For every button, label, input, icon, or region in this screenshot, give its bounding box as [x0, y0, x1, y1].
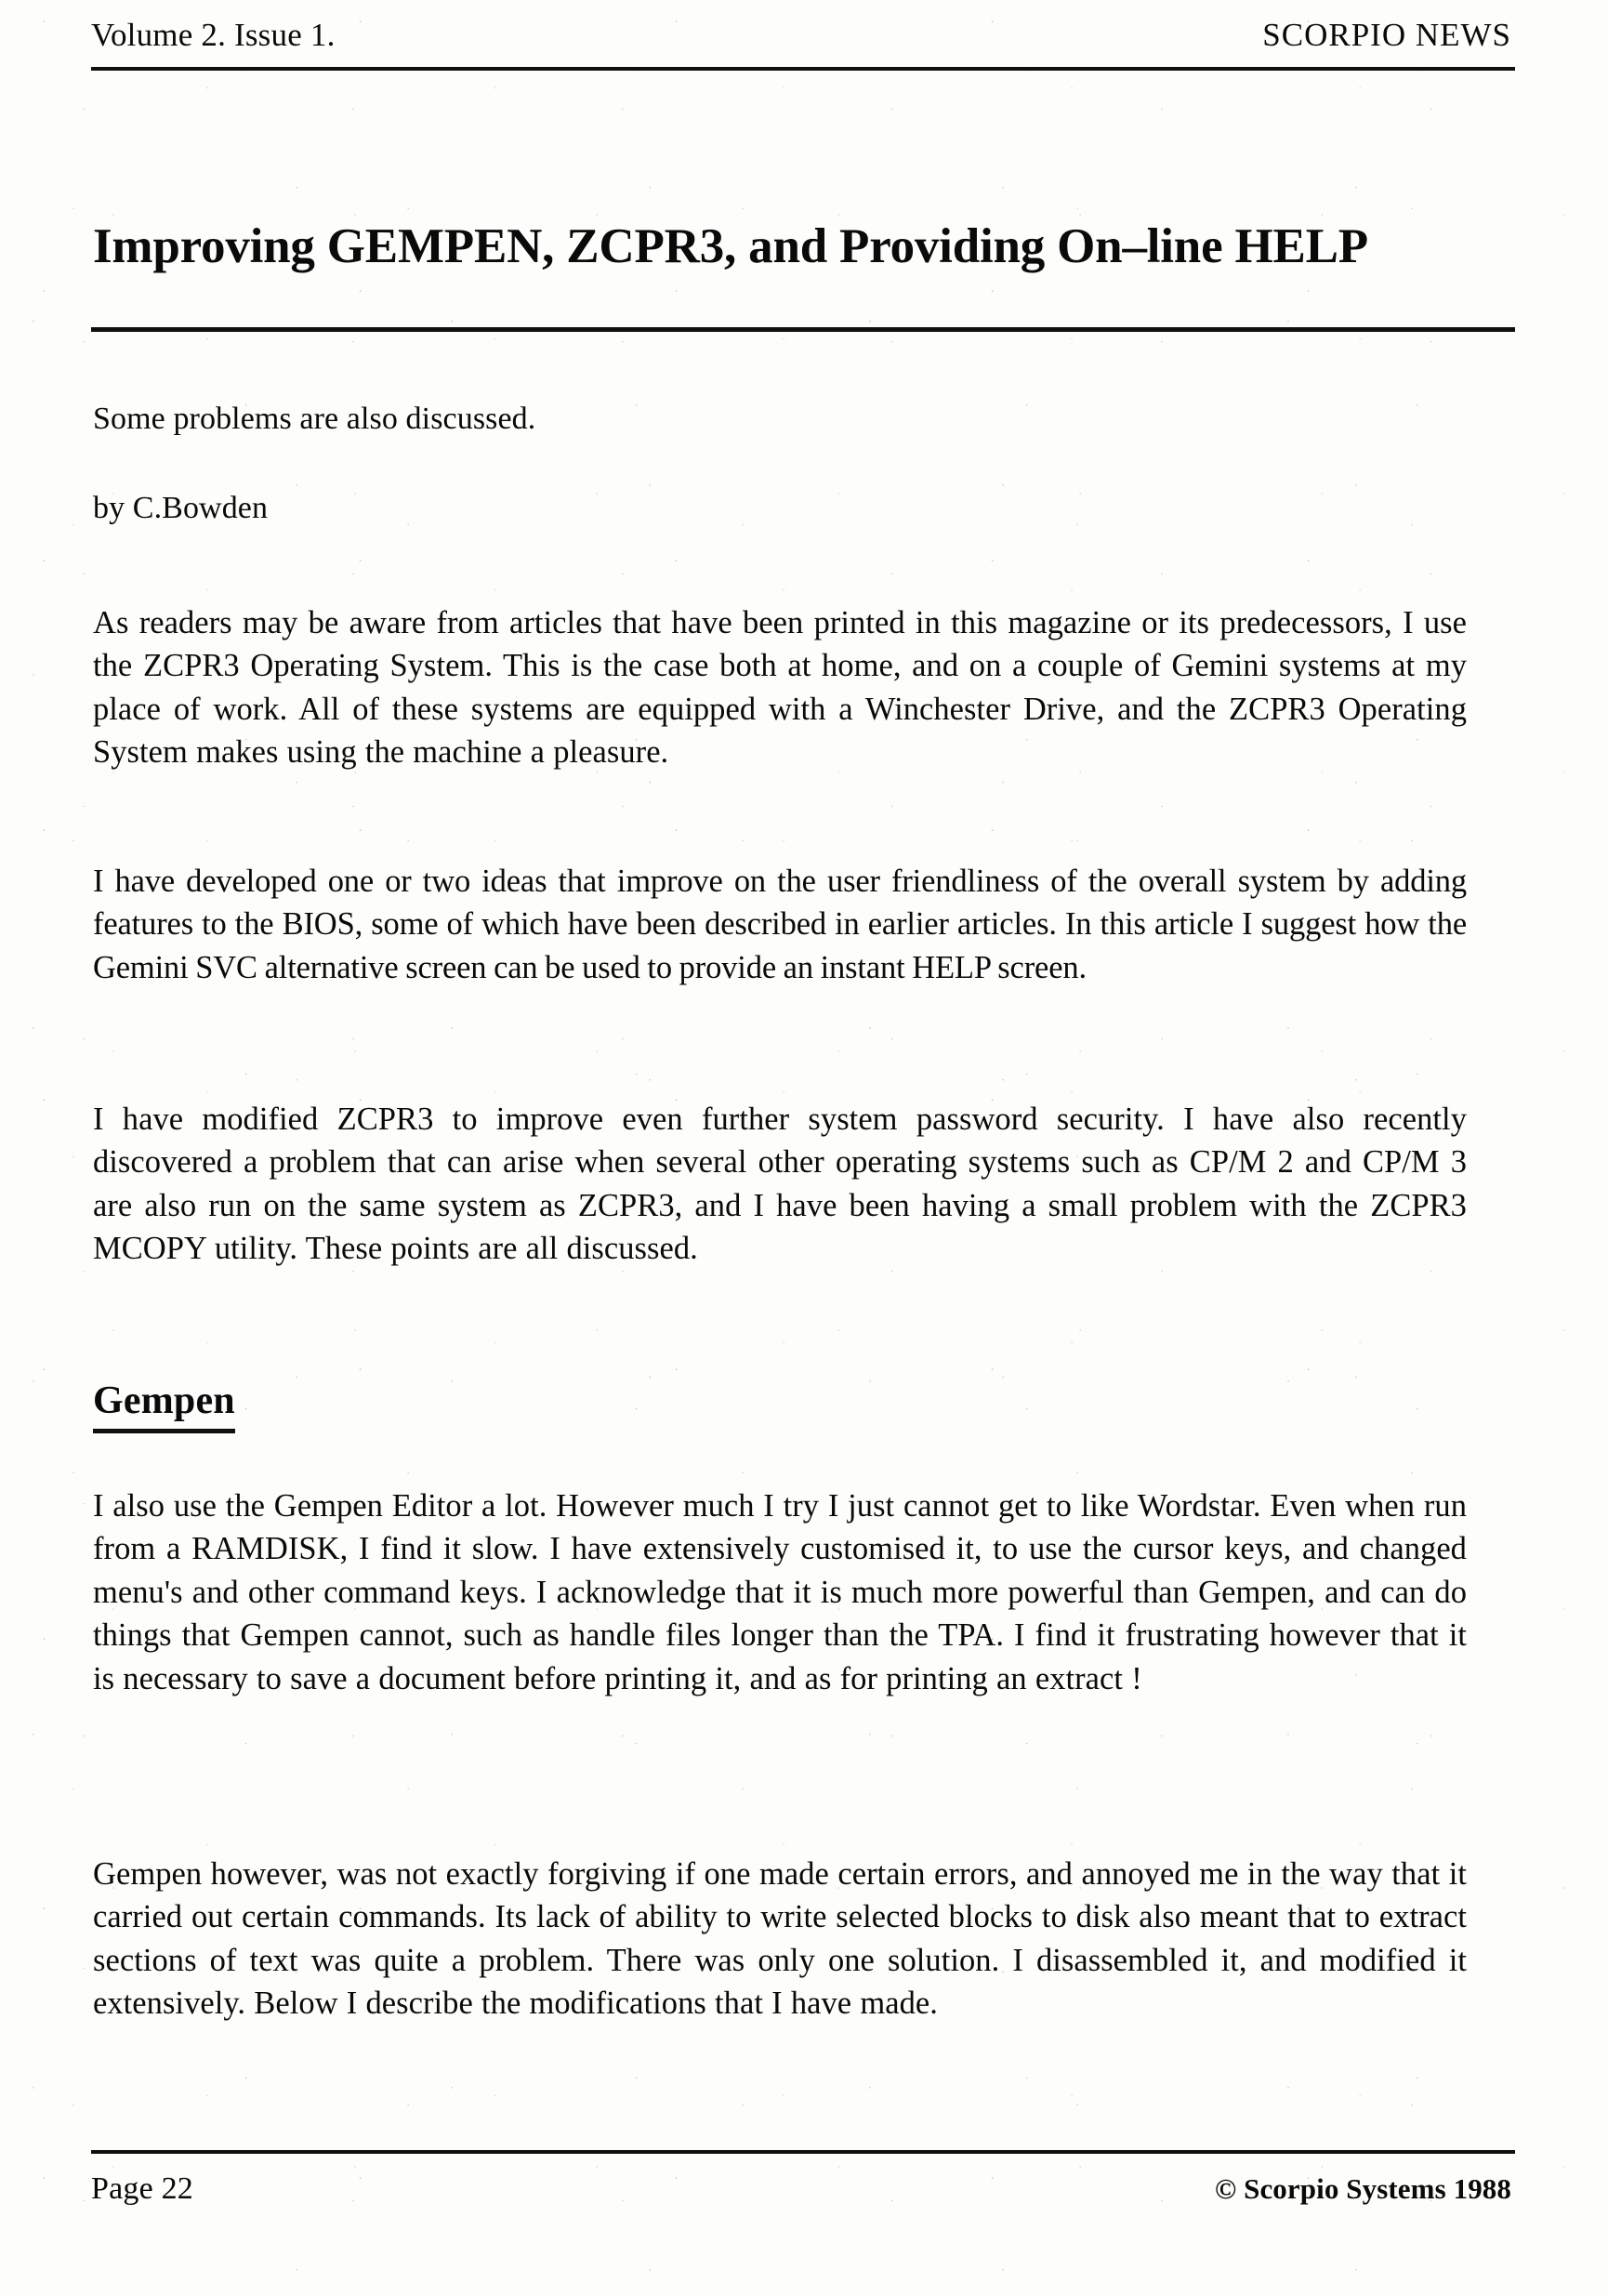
title-rule	[91, 327, 1515, 332]
section-heading-label: Gempen	[93, 1379, 235, 1422]
body-paragraph: I have modified ZCPR3 to improve even further system password security. I have also recently discovered a problem that can arise when several other operating systems such as CP/M 2 and CP/M 3 are also run on the same system as ZCPR3, and I have been having a small problem with the ZCPR3 MCOPY utility. These points are all discussed.	[93, 1101, 1467, 1266]
footer-rule	[91, 2150, 1515, 2154]
section-heading	[93, 1379, 235, 1433]
body-paragraph: I have developed one or two ideas that improve on the user friendliness of the overall system by adding features to the BIOS, some of which have been described in earlier articles. In this article I suggest how the Gemini SVC alternative screen can be used to provide an instant HELP screen.	[93, 863, 1467, 985]
page-footer	[91, 2171, 1515, 2207]
running-head	[91, 17, 1515, 54]
copyright-notice: © Scorpio Systems 1988	[1215, 2172, 1511, 2205]
masthead-title: SCORPIO NEWS	[1262, 17, 1511, 53]
page-number: Page 22	[91, 2171, 193, 2206]
article-title: Improving GEMPEN, ZCPR3, and Providing On–line HELP	[93, 218, 1368, 273]
article-byline: by C.Bowden	[93, 491, 269, 525]
body-paragraph: Gempen however, was not exactly forgiving if one made certain errors, and annoyed me in the way that it carried out certain commands. Its lack of ability to write selected blocks to disk also meant that to extract sections of text was quite a problem. There was only one solution. I disassembled it, and modified it extensively. Below I describe the modifications that I have made.	[93, 1855, 1467, 2021]
page-content	[91, 0, 1515, 2296]
article-standfirst: Some problems are also discussed.	[93, 402, 536, 436]
volume-issue-label: Volume 2. Issue 1.	[91, 17, 336, 53]
section-heading-rule	[93, 1429, 235, 1433]
header-rule	[91, 67, 1515, 71]
body-paragraph: As readers may be aware from articles that have been printed in this magazine or its predecessors, I use the ZCPR3 Operating System. This is the case both at home, and on a couple of Gemini systems at my place of work. All of these systems are equipped with a Winchester Drive, and the ZCPR3 Operating System makes using the machine a pleasure.	[93, 604, 1467, 770]
body-paragraph: I also use the Gempen Editor a lot. However much I try I just cannot get to like Wordstar. Even when run from a RAMDISK, I find it slow. I have extensively customised it, to use the cursor keys, and changed menu's and other command keys. I acknowledge that it is much more powerful than Gempen, and can do things that Gempen cannot, such as handle files longer than the TPA. I find it frustrating however that it is necessary to save a document before printing it, and as for printing an extract !	[93, 1487, 1467, 1696]
